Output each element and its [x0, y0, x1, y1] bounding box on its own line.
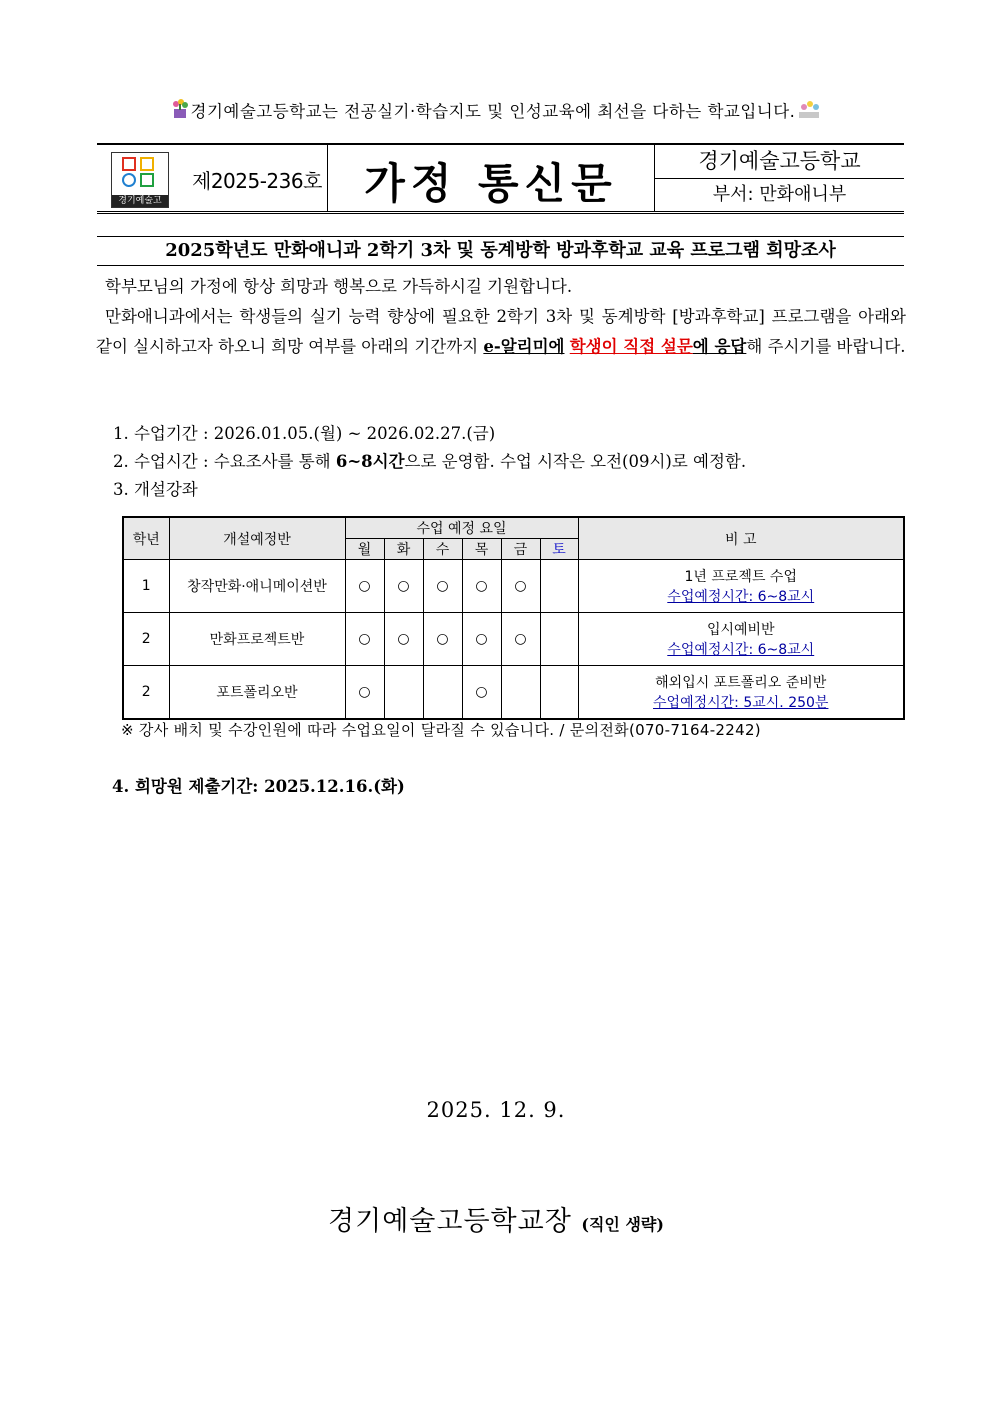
document-number: 제2025-236호	[192, 169, 322, 193]
greeting-paragraph: 학부모님의 가정에 항상 희망과 행복으로 가득하시길 기원합니다.	[105, 277, 573, 296]
cell-mark: ○	[345, 666, 384, 720]
table-row	[123, 666, 904, 720]
student-survey-text: 학생이 직접 설문	[569, 337, 693, 356]
class-hours	[113, 448, 746, 476]
cell-mark: ○	[501, 560, 540, 613]
cell-mark: ○	[345, 560, 384, 613]
seal-omitted: (직인 생략)	[581, 1215, 664, 1234]
header-days-group: 수업 예정 요일	[345, 517, 578, 539]
class-hours-value: 6~8시간	[335, 452, 405, 471]
class-period: 1. 수업기간 : 2026.01.05.(월) ~ 2026.02.27.(금)	[113, 424, 496, 443]
remark-time: 수업예정시간: 6~8교시	[667, 642, 815, 658]
logo-yellow-square	[140, 157, 154, 171]
document-title: 가정 통신문	[364, 159, 618, 208]
slogan-text: 경기예술고등학교는 전공실기·학습지도 및 인성교육에 최선을 다하는 학교입니다.	[190, 102, 796, 121]
header-day: 금	[501, 539, 540, 560]
school-logo	[111, 152, 169, 208]
header-day: 수	[423, 539, 462, 560]
remark-time: 수업예정시간: 5교시. 250분	[653, 695, 829, 711]
table-header-row	[123, 517, 904, 539]
course-table	[122, 516, 905, 720]
flower-icon	[795, 98, 823, 124]
cell-mark: ○	[384, 560, 423, 613]
flower-pot-icon	[169, 98, 191, 124]
cell-mark: ○	[501, 613, 540, 666]
cell-course: 포트폴리오반	[169, 666, 345, 720]
issue-date: 2025. 12. 9.	[426, 1098, 566, 1122]
cell-remarks	[578, 613, 904, 666]
school-slogan	[0, 98, 992, 124]
header-day: 화	[384, 539, 423, 560]
logo-red-square	[122, 157, 136, 171]
cell-grade: 2	[123, 613, 169, 666]
department: 부서: 만화애니부	[712, 184, 847, 205]
respond-text: 에 응답	[692, 337, 747, 356]
cell-mark: ○	[462, 666, 501, 720]
submission-deadline: 4. 희망원 제출기간: 2025.12.16.(화)	[112, 777, 405, 796]
table-note: ※ 강사 배치 및 수강인원에 따라 수업요일이 달라질 수 있습니다. / 문의전화(070-7164-2242)	[121, 721, 761, 739]
cell-mark: ○	[345, 613, 384, 666]
cell-remarks	[578, 560, 904, 613]
table-row	[123, 613, 904, 666]
remark-time: 수업예정시간: 6~8교시	[667, 589, 815, 605]
newsletter-header	[97, 143, 904, 214]
header-day-saturday: 토	[540, 539, 578, 560]
logo-blue-circle	[122, 173, 136, 187]
logo-green-square	[140, 173, 154, 187]
cell-grade: 2	[123, 666, 169, 720]
cell-mark: ○	[423, 613, 462, 666]
header-grade: 학년	[123, 517, 169, 560]
cell-mark	[540, 666, 578, 720]
cell-course: 만화프로젝트반	[169, 613, 345, 666]
table-row	[123, 560, 904, 613]
signature	[0, 1199, 992, 1238]
class-hours-label: 2. 수업시간 : 수요조사를 통해	[113, 452, 336, 471]
cell-mark: ○	[423, 560, 462, 613]
cell-mark	[423, 666, 462, 720]
cell-remarks	[578, 666, 904, 720]
cell-mark: ○	[462, 560, 501, 613]
header-day: 월	[345, 539, 384, 560]
header-day: 목	[462, 539, 501, 560]
request-text: 해 주시기를 바랍니다.	[746, 337, 906, 356]
instruction-paragraph	[96, 302, 906, 362]
courses-heading: 3. 개설강좌	[113, 480, 198, 499]
e-alimi-text: e-알리미에	[483, 337, 565, 356]
school-cell	[655, 145, 904, 211]
class-hours-detail: 으로 운영함. 수업 시작은 오전(09시)로 예정함.	[404, 452, 747, 471]
cell-mark	[540, 560, 578, 613]
instruction-text: 만화애니과에서는 학생들의 실기 능력 향상에 필요한 2학기 3차 및 동계방학 [방과후학교] 프로그램을 아래와 같이 실시하고자 하오니 희망 여부를 아래의 기간까지	[96, 307, 906, 356]
cell-mark: ○	[384, 613, 423, 666]
remark-text: 1년 프로젝트 수업	[684, 569, 797, 585]
remark-text: 입시예비반	[706, 622, 775, 638]
cell-mark	[501, 666, 540, 720]
title-cell	[328, 145, 655, 211]
cell-mark: ○	[462, 613, 501, 666]
school-name: 경기예술고등학교	[655, 145, 904, 179]
cell-grade: 1	[123, 560, 169, 613]
cell-mark	[384, 666, 423, 720]
logo-cell	[97, 145, 328, 211]
survey-subject: 2025학년도 만화애니과 2학기 3차 및 동계방학 방과후학교 교육 프로그램 희망조사	[97, 236, 904, 266]
logo-text: 경기예술고	[112, 195, 168, 207]
header-course: 개설예정반	[169, 517, 345, 560]
cell-mark	[540, 613, 578, 666]
remark-text: 해외입시 포트폴리오 준비반	[655, 675, 827, 691]
cell-course: 창작만화·애니메이션반	[169, 560, 345, 613]
principal-title: 경기예술고등학교장	[328, 1206, 572, 1237]
header-remarks: 비 고	[578, 517, 904, 560]
